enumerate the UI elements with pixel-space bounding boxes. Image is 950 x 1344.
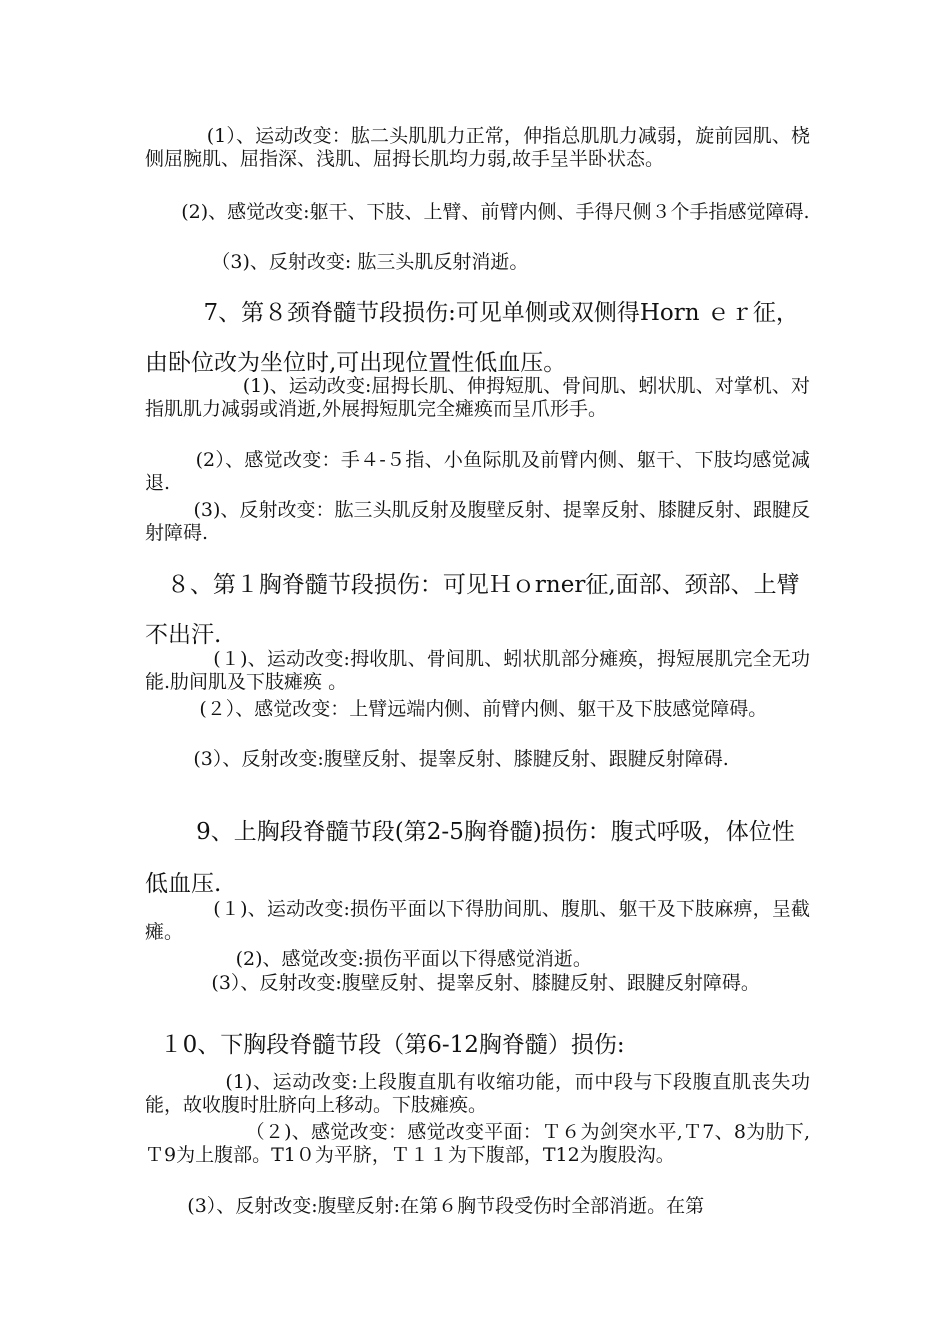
paragraph: (1)、运动改变:上段腹直肌有收缩功能，而中段与下段腹直肌丧失功能，故收腹时肚脐向上移动。下肢瘫痪。 (145, 1071, 810, 1116)
paragraph: (3）、反射改变:腹壁反射:在第６胸节段受伤时全部消逝。在第 (145, 1195, 705, 1217)
paragraph: (2)、感觉改变:损伤平面以下得感觉消逝。 (145, 948, 592, 970)
paragraph: (1)、运动改变:屈拇长肌、伸拇短肌、骨间肌、蚓状肌、对掌机、对指肌肌力减弱或消逝,外展拇短肌完全瘫痪而呈爪形手。 (145, 375, 810, 420)
paragraph: (2）、感觉改变：手４-５指、小鱼际肌及前臂内侧、躯干、下肢均感觉减退. (145, 449, 810, 494)
paragraph: (２）、感觉改变：上臂远端内侧、前臂内侧、躯干及下肢感觉障碍。 (145, 698, 768, 720)
paragraph: (１)、运动改变:损伤平面以下得肋间肌、腹肌、躯干及下肢麻痹，呈截瘫。 (145, 898, 810, 943)
paragraph: (3）、反射改变:腹壁反射、提睾反射、膝腱反射、跟腱反射障碍。 (145, 972, 760, 994)
section-heading: １0、下胸段脊髓节段（第6-12胸脊髓）损伤: (145, 1032, 625, 1058)
paragraph: （２)、感觉改变：感觉改变平面：Ｔ６为剑突水平,Ｔ7、8为肋下,Ｔ9为上腹部。T1０为平脐，Ｔ１１为下腹部，T12为腹股沟。 (145, 1121, 810, 1166)
paragraph: (2)、感觉改变:躯干、下肢、上臂、前臂内侧、手得尺侧３个手指感觉障碍. (145, 201, 810, 223)
paragraph: （3)、反射改变: 肱三头肌反射消逝。 (145, 251, 529, 273)
paragraph: (1）、运动改变：肱二头肌肌力正常，伸指总肌肌力减弱，旋前园肌、桡侧屈腕肌、屈指深、浅肌、屈拇长肌均力弱,故手呈半卧状态。 (145, 125, 810, 170)
section-heading: 9、上胸段脊髓节段(第2-5胸脊髓)损伤：腹式呼吸，体位性低血压. (145, 819, 795, 897)
paragraph: (１)、运动改变:拇收肌、骨间肌、蚓状肌部分瘫痪，拇短展肌完全无功能.肋间肌及下肢瘫痪 。 (145, 648, 810, 693)
section-heading: ８、第１胸脊髓节段损伤：可见Ｈｏrner征,面部、颈部、上臂不出汗. (145, 572, 800, 648)
paragraph: (3）、反射改变:腹壁反射、提睾反射、膝腱反射、跟腱反射障碍. (145, 748, 729, 770)
section-heading: 7、第８颈脊髓节段损伤:可见单侧或双侧得Horn ｅｒ征，由卧位改为坐位时,可出现位置性低血压。 (145, 300, 799, 376)
paragraph: (3)、反射改变：肱三头肌反射及腹壁反射、提睾反射、膝腱反射、跟腱反射障碍. (145, 499, 810, 544)
